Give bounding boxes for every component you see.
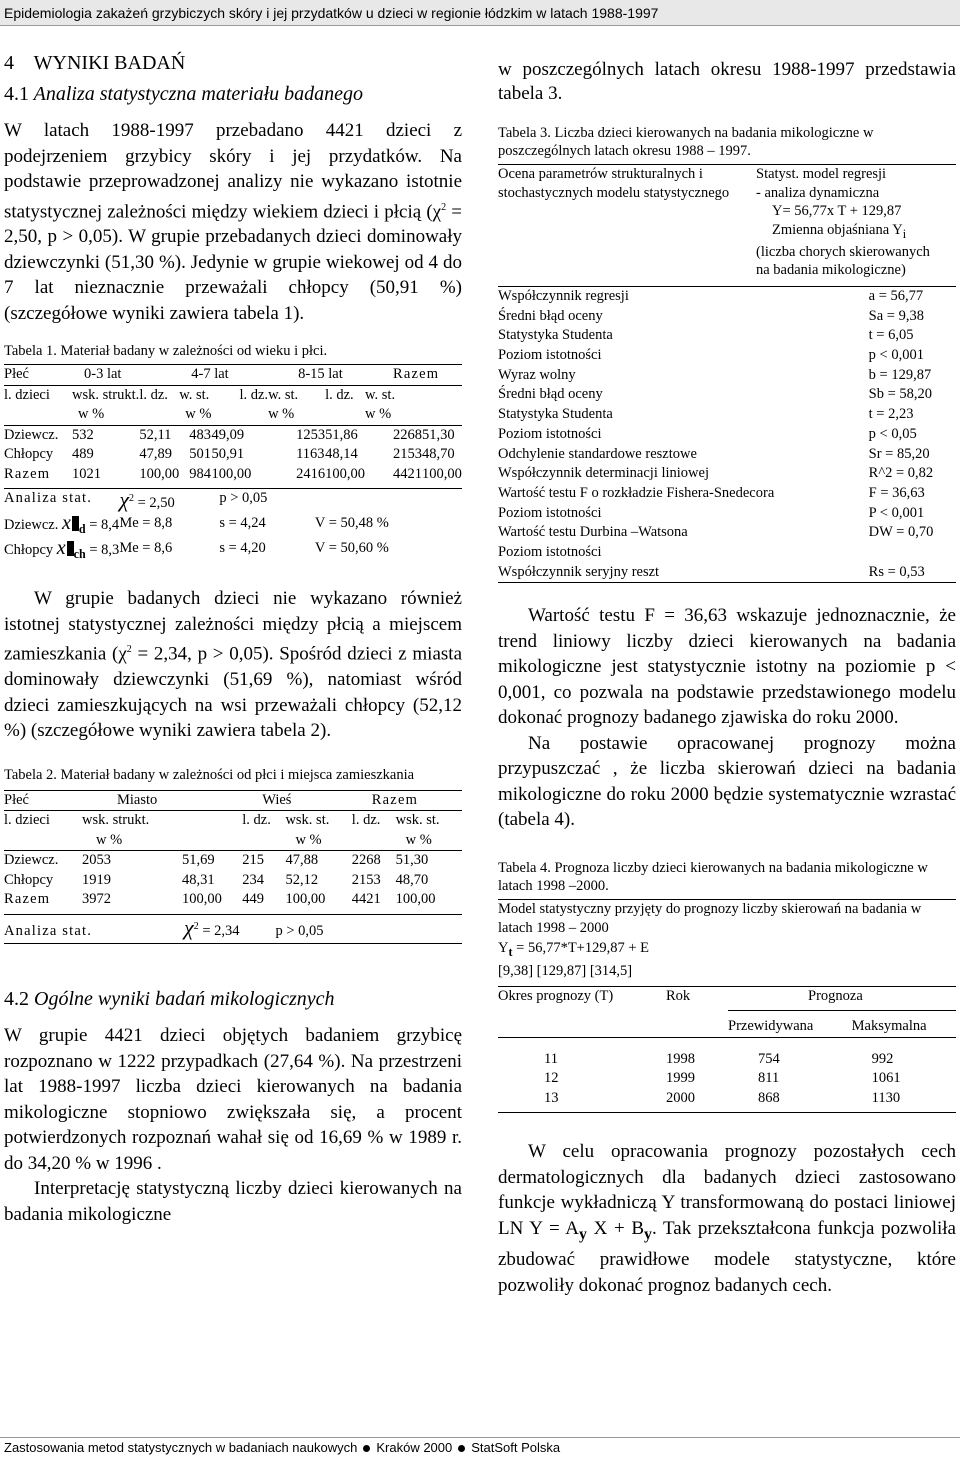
paragraph-2-text-end: = 2,34, p > 0,05). Spośród dzieci z miasta dominowały dziewczynki (51,69 %), natomiast wśród dzieci zamieszkujących na wsi przeważali chłopcy (52,12 %) (szczegółowe wyniki zawiera tabela 2).	[4, 643, 463, 742]
table-cell: 2053	[82, 852, 111, 869]
table-cell: 1253	[296, 426, 326, 443]
section-number: 4.2	[4, 988, 29, 1011]
running-footer	[0, 1437, 960, 1457]
paragraph-1-text-end: = 2,50, p > 0,05). W grupie przebadanych dzieci dominowały dziewczynki (51,30 %). Jedynie w grupie wiekowej od 4 do 7 lat nieznacznie przeważali chłopcy (50,91 %) (szczegółowe wyniki zawiera tabela 1).	[4, 200, 463, 324]
chi-value: = 2,50	[134, 495, 175, 512]
t1-pct: w %	[185, 406, 212, 423]
table-row	[498, 366, 956, 386]
table-cell: 1163	[296, 446, 325, 463]
t1-sub: l. dz.	[325, 386, 354, 403]
t4-model-text: Y	[498, 939, 509, 956]
paragraph-1	[4, 118, 462, 326]
table-cell: F = 36,63	[868, 484, 925, 501]
chapter-title: WYNIKI BADAŃ	[33, 52, 186, 74]
table-cell: Wartość testu F o rozkładzie Fishera-Snedecora	[498, 484, 775, 501]
t3-h-right	[756, 165, 956, 280]
table-row	[498, 307, 956, 327]
table-cell: 100,00	[139, 465, 180, 482]
table-cell: p < 0,05	[868, 425, 917, 442]
t3-h-text: Zmienna objaśniana Y	[772, 221, 903, 238]
table-cell: 50,91	[211, 446, 245, 463]
table-2-caption: Tabela 2. Materiał badany w zależności od płci i miejsca zamieszkania	[4, 766, 415, 783]
table-cell: Sa = 9,38	[868, 307, 924, 324]
table-cell: 868	[758, 1089, 780, 1106]
table-cell: Rs = 0,53	[868, 563, 925, 580]
t1-sub: l. dz.	[139, 386, 168, 403]
table-cell: 2153	[351, 871, 381, 888]
table-4-grid	[498, 987, 956, 1109]
table-cell: 992	[871, 1050, 894, 1067]
table-cell: 754	[758, 1050, 780, 1067]
mean-symbol: x	[61, 511, 71, 534]
left-column	[4, 52, 462, 1227]
table-2-stats	[4, 915, 462, 941]
table-row	[498, 484, 956, 504]
t2-p: p > 0,05	[275, 922, 324, 939]
table-4	[498, 859, 956, 1113]
t1-sub: w. st.	[179, 386, 210, 403]
table-row	[498, 346, 956, 366]
chi-sup: 2	[129, 493, 134, 505]
t1-sub: w. st.	[365, 386, 396, 403]
table-cell: 1021	[72, 465, 101, 482]
t1-me: Me = 8,6	[119, 540, 173, 557]
subscript: y	[579, 1225, 587, 1243]
t4-h-przew: Przewidywana	[728, 1018, 814, 1035]
t1-s: s = 4,20	[219, 540, 266, 557]
bullet-icon	[458, 1445, 465, 1452]
table-cell: Współczynnik determinacji liniowej	[498, 465, 709, 482]
t2-pct: w %	[295, 831, 322, 848]
table-cell: 100,00	[325, 465, 365, 482]
table-cell: 489	[72, 446, 94, 463]
table-cell: 4421	[393, 465, 422, 482]
table-cell: 49,09	[211, 426, 245, 443]
table-cell: Dziewcz.	[4, 852, 59, 869]
t1-me: Me = 8,8	[119, 514, 173, 531]
table-cell: 2000	[666, 1089, 695, 1106]
table-cell: 48,14	[325, 446, 358, 463]
table-cell: 1999	[666, 1070, 695, 1087]
t1-analiza: Analiza stat.	[4, 490, 93, 507]
table-cell: 234	[242, 871, 264, 888]
t1-mean-chlopcy	[4, 539, 119, 564]
t1-h-47: 4-7 lat	[191, 366, 229, 383]
section-title: Analiza statystyczna materiału badanego	[33, 83, 364, 105]
table-cell: t = 6,05	[868, 327, 914, 344]
table-cell: Odchylenie standardowe resztowe	[498, 445, 697, 462]
paragraph-r4-text: X + B	[586, 1217, 645, 1239]
t4-h-okres: Okres prognozy (T)	[498, 987, 614, 1004]
table-cell: Współczynnik seryjny reszt	[498, 563, 660, 580]
t2-h-wies: Wieś	[262, 791, 292, 808]
paragraph-r3: Na postawie opracowanej prognozy można przypuszczać , że liczba skierowań dzieci na badania mikologiczne do roku 2000 będzie systematycznie wzrastać (tabela 4).	[498, 732, 956, 831]
t2-sub: wsk. st.	[285, 812, 330, 829]
table-row	[498, 523, 956, 543]
table-cell: Sb = 58,20	[868, 386, 933, 403]
row-label: Dziewcz.	[4, 516, 59, 533]
table-cell: Razem	[4, 465, 51, 482]
overbar-mark	[72, 516, 79, 531]
running-header: Epidemiologia zakażeń grzybiczych skóry i jej przydatków u dzieci w regionie łódzkim w latach 1988-1997	[0, 0, 960, 26]
section-title: Ogólne wyniki badań mikologicznych	[34, 988, 335, 1011]
table-cell: a = 56,77	[868, 287, 924, 304]
table-cell: Wyraz wolny	[498, 366, 576, 383]
subscript: y	[644, 1225, 652, 1243]
t1-h-plec: Płeć	[4, 366, 29, 383]
t1-pct: w %	[78, 406, 105, 423]
t1-pct: w %	[268, 406, 295, 423]
table-3-header	[498, 165, 956, 280]
table-cell: 100,00	[395, 891, 436, 908]
table-cell: 2416	[296, 465, 326, 482]
table-cell: 1998	[666, 1050, 695, 1067]
table-2	[4, 766, 462, 944]
table-row	[498, 405, 956, 425]
table-cell: DW = 0,70	[868, 524, 934, 541]
row-label: Chłopcy	[4, 542, 54, 559]
table-cell: 52,12	[285, 871, 319, 888]
mean-value: = 8,4	[85, 516, 120, 533]
t2-sub: l. dzieci	[4, 812, 50, 829]
t4-model-text: = 56,77*T+129,87 + E	[512, 939, 650, 956]
table-cell: 3972	[82, 891, 111, 908]
table-cell: Wartość testu Durbina –Watsona	[498, 524, 688, 541]
t2-sub: wsk. strukt.	[82, 812, 150, 829]
table-1-grid	[4, 364, 462, 484]
table-row	[498, 287, 956, 307]
table-cell: 2268	[351, 852, 381, 869]
table-cell: 48,70	[422, 446, 455, 463]
table-cell: 532	[72, 426, 94, 443]
section-number: 4.1	[4, 83, 29, 105]
table-row	[498, 385, 956, 405]
table-cell: 48,70	[395, 871, 429, 888]
table-cell: Poziom istotności	[498, 544, 602, 561]
t2-analiza: Analiza stat.	[4, 922, 93, 939]
t1-h-815: 8-15 lat	[298, 366, 343, 383]
right-column	[498, 58, 956, 1298]
paragraph-3: W grupie 4421 dzieci objętych badaniem grzybicę rozpoznano w 1222 przypadkach (27,64 %). Na przestrzeni lat 1988-1997 liczba dzieci kierowanych na badania mikologiczne stopniowo zwiększała się, a procent potwierdzonych rozpoznań wahał się od 16,69 % w 1989 r. do 34,20 % w 1996 .	[4, 1025, 462, 1174]
t4-h-maks: Maksymalna	[851, 1018, 927, 1035]
table-cell: 100,00	[422, 465, 462, 482]
chi-symbol: χ	[184, 914, 194, 940]
paragraph-r1: w poszczególnych latach okresu 1988-1997 przedstawia tabela 3.	[498, 59, 956, 104]
table-cell: Dziewcz.	[4, 426, 59, 443]
table-row	[498, 326, 956, 346]
t4-model-sub: t	[508, 944, 513, 959]
table-cell: R^2 = 0,82	[868, 465, 934, 482]
table-cell: Chłopcy	[4, 871, 54, 888]
table-cell: 2153	[393, 446, 422, 463]
table-cell: Poziom istotności	[498, 504, 602, 521]
paragraph-2-text: W grupie badanych dzieci nie wykazano również istotnej statystycznej zależności między płcią a miejscem zamieszkania (χ	[4, 588, 462, 665]
chi-superscript: 2	[126, 644, 132, 656]
table-cell: 47,88	[285, 852, 319, 869]
t1-h-razem: Razem	[393, 366, 440, 383]
t4-h-prognoza: Prognoza	[728, 987, 956, 1011]
table-cell: Statystyka Studenta	[498, 406, 613, 423]
table-cell: 100,00	[211, 465, 252, 482]
chi-value: = 2,34	[198, 922, 240, 939]
chapter-number: 4	[4, 52, 14, 74]
t2-pct: w %	[405, 831, 432, 848]
paragraph-r4-text: W celu opracowania prognozy pozostałych cech dermatologicznych dla badanych dzieci zastosowano funkcje wykładniczą Y transformowaną do postaci liniowej LN Y = A	[498, 1141, 956, 1239]
t1-s: s = 4,24	[219, 514, 266, 531]
table-cell: 449	[242, 891, 264, 908]
t1-v: V = 50,60 %	[314, 540, 389, 557]
table-cell: Współczynnik regresji	[498, 287, 629, 304]
table-1-stats	[4, 489, 462, 564]
table-1	[4, 342, 462, 564]
t3-h-line: - analiza dynamiczna	[756, 184, 880, 201]
table-cell: 52,11	[139, 426, 172, 443]
table-2-grid	[4, 790, 462, 910]
table-row	[498, 543, 956, 563]
paragraph-r4-text: . Tak przekształcona funkcja pozwoliła zbudować prawidłowe modele statystyczne, które pozwoliły dokonać prognoz badanych cech.	[498, 1217, 956, 1296]
table-cell: Sr = 85,20	[868, 445, 930, 462]
table-cell: 1061	[871, 1070, 901, 1087]
t4-h-rok: Rok	[666, 987, 691, 1004]
table-cell: p < 0,001	[868, 347, 924, 363]
table-cell: Średni błąd oceny	[498, 307, 603, 324]
table-cell: 4421	[351, 891, 381, 908]
table-cell: 483	[189, 426, 211, 443]
t1-p: p > 0,05	[219, 490, 268, 507]
table-cell: Statystyka Studenta	[498, 327, 613, 344]
t4-model-line	[498, 939, 956, 962]
table-cell: 51,30	[422, 426, 455, 443]
table-cell: Razem	[4, 891, 51, 908]
table-cell: 11	[544, 1050, 558, 1067]
t2-h-miasto: Miasto	[117, 791, 158, 808]
paragraph-r4	[498, 1139, 956, 1298]
table-3-grid	[498, 287, 956, 583]
table-cell: 12	[544, 1070, 559, 1087]
table-3	[498, 124, 956, 583]
bullet-icon	[363, 1445, 370, 1452]
table-cell: 51,30	[395, 852, 429, 869]
t3-h-line	[756, 221, 956, 243]
table-cell: 984	[189, 465, 211, 482]
table-cell: P < 0,001	[868, 504, 925, 521]
table-cell	[863, 543, 956, 563]
table-cell: 51,69	[182, 852, 215, 869]
t1-h-03: 0-3 lat	[84, 366, 122, 383]
table-row	[498, 464, 956, 484]
table-cell: 215	[242, 852, 264, 869]
table-cell: 1919	[82, 871, 111, 888]
mean-subscript: ch	[73, 546, 86, 561]
table-cell: 1130	[871, 1089, 901, 1106]
t2-h-plec: Płeć	[4, 791, 29, 808]
table-cell: Poziom istotności	[498, 425, 602, 442]
table-cell: 811	[758, 1070, 780, 1087]
mean-value: = 8,3	[85, 542, 120, 559]
chi-symbol: χ	[119, 487, 129, 513]
mean-subscript: d	[78, 521, 86, 536]
table-cell: 501	[189, 446, 211, 463]
table-row	[498, 445, 956, 465]
table-1-caption: Tabela 1. Materiał badany w zależności od wieku i płci.	[4, 343, 328, 360]
t1-mean-dziewcz	[4, 511, 120, 539]
table-cell: 48,31	[182, 871, 215, 888]
t1-pct: w %	[365, 406, 392, 423]
t2-sub: l. dz.	[351, 812, 381, 829]
table-cell: t = 2,23	[868, 406, 914, 423]
chi-superscript: 2	[441, 201, 447, 213]
table-cell: 13	[544, 1089, 559, 1106]
section-4-1-heading	[4, 83, 462, 106]
table-row	[498, 425, 956, 445]
paragraph-4: Interpretację statystyczną liczby dzieci kierowanych na badania mikologiczne	[4, 1178, 462, 1225]
t1-sub: l. dz.	[239, 386, 269, 403]
mean-symbol: x	[56, 537, 66, 560]
paragraph-1-text: W latach 1988-1997 przebadano 4421 dzieci z podejrzeniem grzybicy skóry i jej przydatków. Na podstawie przeprowadzonej analizy nie wykazano istotnie statystycznej zależności między wiekiem dzieci i płcią (χ	[4, 120, 462, 222]
footer-text: StatSoft Polska	[471, 1440, 561, 1455]
t3-h-line: Statyst. model regresji	[756, 166, 887, 182]
table-cell: Poziom istotności	[498, 347, 602, 363]
paragraph-r2: Wartość testu F = 36,63 wskazuje jednoznacznie, że trend liniowy liczby dzieci kierowanych na badania mikologiczne jest statystycznie istotny na poziomie p < 0,001, co pozwala na podstawie przedstawionego modelu dokonać prognozy badanego zjawiska do roku 2000.	[498, 605, 956, 729]
table-cell: 2268	[393, 426, 422, 443]
table-cell: Średni błąd oceny	[498, 386, 603, 403]
overbar-mark	[67, 541, 74, 556]
t4-model-line: [9,38] [129,87] [314,5]	[498, 963, 633, 980]
t3-h-line: Y= 56,77x T + 129,87	[772, 203, 902, 219]
paragraph-2	[4, 586, 462, 743]
t1-sub: l. dzieci	[4, 386, 50, 403]
t4-model	[498, 900, 956, 982]
t4-model-line: Model statystyczny przyjęty do prognozy liczby skierowań na badania w latach 1998 – 2000	[498, 900, 922, 937]
t2-sub: l. dz.	[242, 812, 271, 829]
t1-v: V = 50,48 %	[314, 514, 389, 531]
table-row	[498, 504, 956, 524]
t3-h-left: Ocena parametrów strukturalnych i stochastycznych modelu statystycznego	[498, 166, 730, 201]
t2-pct: w %	[96, 831, 123, 848]
table-row	[498, 563, 956, 583]
t1-sub: wsk. strukt.	[72, 386, 140, 403]
t1-chi	[119, 489, 219, 513]
table-cell: 100,00	[285, 891, 326, 908]
table-3-caption: Tabela 3. Liczba dzieci kierowanych na badania mikologiczne w poszczególnych latach okresu 1988 – 1997.	[498, 125, 874, 159]
t3-h-sub: i	[902, 226, 907, 241]
footer-text: Zastosowania metod statystycznych w badaniach naukowych	[4, 1440, 358, 1455]
section-4-2-heading	[4, 988, 462, 1011]
table-cell: Chłopcy	[4, 446, 54, 463]
table-cell: 100,00	[182, 891, 222, 908]
table-4-caption: Tabela 4. Prognoza liczby dzieci kierowanych na badania mikologiczne w latach 1998 –2000.	[498, 859, 928, 894]
chapter-heading	[4, 52, 462, 75]
footer-text: Kraków 2000	[376, 1440, 453, 1455]
chi-sup: 2	[193, 920, 199, 932]
t2-h-razem: Razem	[371, 791, 419, 808]
t1-sub: w. st.	[268, 386, 299, 403]
table-cell: b = 129,87	[868, 366, 932, 383]
t3-h-line: (liczba chorych skierowanych na badania mikologiczne)	[756, 243, 930, 279]
table-cell: 47,89	[139, 446, 172, 463]
t2-sub: wsk. st.	[395, 812, 440, 829]
table-cell: 51,86	[325, 426, 358, 443]
